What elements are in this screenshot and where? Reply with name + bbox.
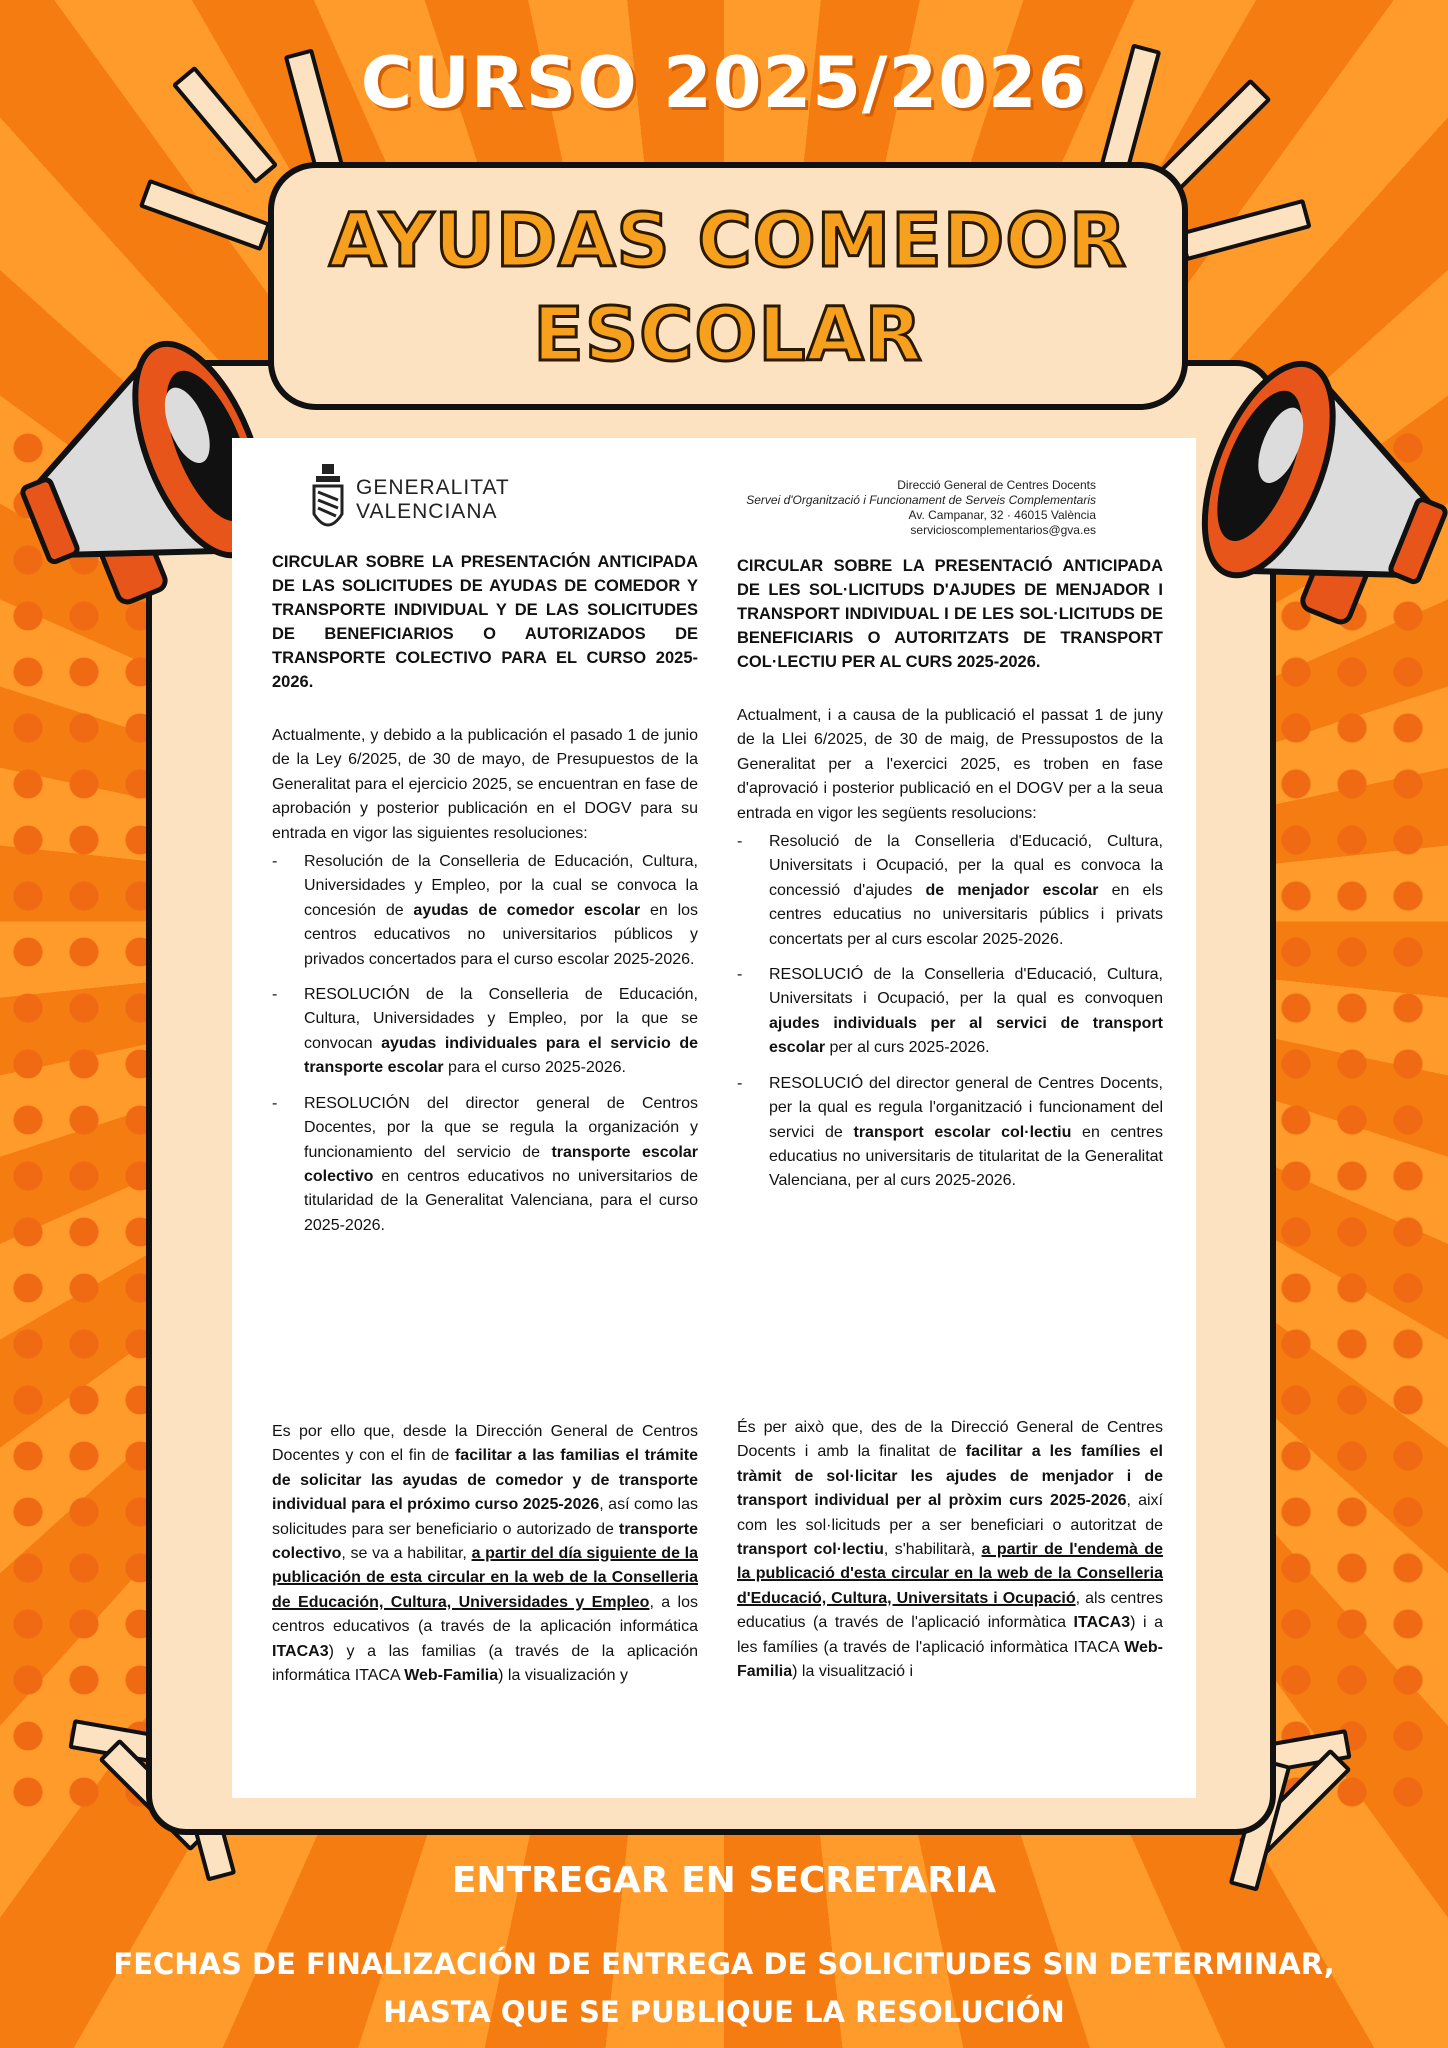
intro-paragraph-va: Actualment, i a causa de la publicació el passat 1 de juny de la Llei 6/2025, de 30 de maig, de Pressupostos de la Generalitat per a l'exercici 2025, es troben en fase d'aprovació i posterior publicació en el DOGV per a la seua entrada en vigor les següents resolucions: (737, 707, 1163, 822)
text-segment: RESOLUCIÓ del director general de Centres Docents, per la qual es regula l'organització i funcionament del servici de (769, 1074, 1163, 1141)
text-segment: , así como las solicitudes para ser beneficiario o autorizado de (272, 1496, 699, 1538)
intro-paragraph-es: Actualmente, y debido a la publicación el pasado 1 de junio de la Ley 6/2025, de 30 de mayo, de Presupuestos de la Generalitat para el ejercicio 2025, se encuentran en fase de aprobación y posterior publicación en el DOGV para su entrada en vigor las siguientes resoluciones: (272, 727, 698, 842)
bold-segment: Web-Familia (737, 1638, 1163, 1681)
list-item (272, 850, 698, 972)
bold-segment: transporte colectivo (272, 1520, 698, 1563)
text-segment: per al curs 2025-2026. (825, 1039, 990, 1057)
text-segment: Resolució de la Conselleria d'Educació, Cultura, Universitats i Ocupació, per la qual es convoca la concessió d'ajudes (769, 833, 1163, 899)
bold-segment: transport col·lectiu (737, 1541, 884, 1559)
text-segment: , als centres educatius (a través de l'aplicació informàtica (737, 1589, 1164, 1632)
bold-segment: transporte escolar colectivo (304, 1143, 699, 1185)
department-header (746, 478, 1096, 538)
column-valencian (737, 554, 1163, 1205)
course-title: CURSO 2025/2026 (360, 42, 1088, 124)
bold-segment: ayudas individuales para el servicio de transporte escolar (304, 1034, 698, 1077)
bold-segment: ayudas de comedor escolar (413, 901, 641, 919)
generalitat-logo (312, 464, 510, 536)
text-segment: , s'habilitarà, (883, 1541, 982, 1559)
circular-heading-va: CIRCULAR SOBRE LA PRESENTACIÓ ANTICIPADA DE LES SOL·LICITUDS D'AJUDES DE MENJADOR I TRANSPORT INDIVIDUAL I DE LES SOL·LICITUDS DE BENEFICIARIS O AUTORITZATS DE TRANSPORT COL·LECTIU PER AL CURS 2025-2026. (737, 557, 1163, 671)
text-segment: en centros educativos no universitarios de titularidad de la Generalitat Valenciana, para el curso 2025-2026. (304, 1167, 698, 1234)
list-item (272, 983, 698, 1081)
main-paragraph-va (737, 1416, 1163, 1684)
column-valencian-continued (737, 1416, 1163, 1684)
text-segment: RESOLUCIÓN de la Conselleria de Educación, Cultura, Universidades y Empleo, por la que se convocan (304, 986, 698, 1052)
text-segment: RESOLUCIÓN del director general de Centros Docentes, por la que se regula la organización y funcionamiento del servicio de (304, 1094, 698, 1161)
megaphone-icon (1158, 340, 1448, 670)
text-segment: ) la visualización y (498, 1667, 628, 1685)
resolutions-list-es (272, 850, 698, 1238)
delivery-notice: ENTREGAR EN SECRETARIA (451, 1860, 997, 1901)
dept-name: Direcció General de Centres Docents (897, 478, 1096, 492)
text-segment: ) la visualització i (792, 1663, 914, 1681)
list-item (737, 1072, 1163, 1194)
bold-segment: Web-Familia (404, 1667, 499, 1685)
main-title-box (268, 162, 1188, 410)
deadline-notice: FECHAS DE FINALIZACIÓN DE ENTREGA DE SOLICITUDES SIN DETERMINAR, HASTA QUE SE PUBLIQUE LA RESOLUCIÓN (113, 1947, 1335, 2029)
column-spanish-continued (272, 1420, 698, 1688)
list-item (737, 830, 1163, 952)
text-segment: , així com les sol·licituds per a ser beneficiari o autoritzat de (737, 1492, 1163, 1534)
bold-segment: ajudes individuals per al servici de transport escolar (769, 1014, 1163, 1057)
bold-segment: facilitar a las familias el trámite de solicitar las ayudas de comedor y de transporte individual para el próximo curso 2025-2026 (272, 1447, 698, 1514)
text-segment: en los centros educativos no universitarios públicos y privados concertados para el curso escolar 2025-2026. (304, 901, 699, 968)
text-segment: para el curso 2025-2026. (443, 1059, 626, 1077)
bold-segment: facilitar a les famílies el tràmit de sol·licitar les ajudes de menjador i de transport individual per al pròxim curs 2025-2026 (737, 1443, 1163, 1510)
circular-heading-es: CIRCULAR SOBRE LA PRESENTACIÓN ANTICIPADA DE LAS SOLICITUDES DE AYUDAS DE COMEDOR Y TRANSPORTE INDIVIDUAL Y DE LAS SOLICITUDES DE BENEFICIARIOS O AUTORIZADOS DE TRANSPORTE COLECTIVO PARA EL CURSO 2025-2026. (272, 553, 698, 691)
resolutions-list-va (737, 830, 1163, 1194)
underlined-segment: a partir del día siguiente de la publicación de esta circular en la web de la Conselleria de Educación, Cultura, Universidades y Empleo (272, 1545, 698, 1611)
generalitat-logo-icon (312, 464, 344, 536)
bold-segment: ITACA3 (272, 1642, 329, 1660)
dept-email: servicioscomplementarios@gva.es (910, 523, 1096, 537)
text-segment: És per això que, des de la Direcció General de Centres Docents i amb la finalitat de (737, 1419, 1163, 1461)
main-paragraph-es (272, 1420, 698, 1688)
list-item (272, 1092, 698, 1238)
text-segment: ) i a les famílies (a través de l'aplicació informàtica ITACA (737, 1614, 1164, 1656)
logo-text-line2: VALENCIANA (356, 500, 498, 523)
column-spanish (272, 550, 698, 1249)
circular-document (232, 438, 1196, 1798)
dept-service: Servei d'Organització i Funcionament de Serveis Complementaris (746, 493, 1096, 507)
bold-segment: de menjador escolar (925, 881, 1099, 899)
bold-segment: ITACA3 (1073, 1614, 1131, 1632)
main-title-line2: ESCOLAR (533, 292, 923, 378)
text-segment: Resolución de la Conselleria de Educación, Cultura, Universidades y Empleo, por la cual se convoca la concesión de (304, 853, 698, 919)
dept-address: Av. Campanar, 32 · 46015 València (908, 508, 1096, 522)
list-item (737, 963, 1163, 1061)
text-segment: en els centres educatius no universitaris públics i privats concertats per al curs escolar 2025-2026. (769, 881, 1164, 948)
bold-segment: transport escolar col·lectiu (853, 1123, 1072, 1141)
text-segment: RESOLUCIÓ de la Conselleria d'Educació, Cultura, Universitats i Ocupació, per la qual es convoquen (769, 966, 1163, 1008)
text-segment: Es por ello que, desde la Dirección General de Centros Docentes y con el fin de (272, 1423, 698, 1465)
text-segment: , se va a habilitar, (341, 1545, 472, 1563)
underlined-segment: a partir de l'endemà de la publicació d'esta circular en la web de la Conselleria d'Educació, Cultura, Universitats i Ocupació (737, 1541, 1164, 1607)
text-segment: , a los centros educativos (a través de la aplicación informática (272, 1593, 699, 1636)
text-segment: en centres educatius no universitaris de titularitat de la Generalitat Valenciana, per al curs 2025-2026. (769, 1123, 1164, 1190)
text-segment: ) y a las familias (a través de la aplicación informática ITACA (272, 1642, 698, 1685)
main-title-line1: AYUDAS COMEDOR (328, 198, 1128, 284)
logo-text-line1: GENERALITAT (356, 476, 510, 499)
